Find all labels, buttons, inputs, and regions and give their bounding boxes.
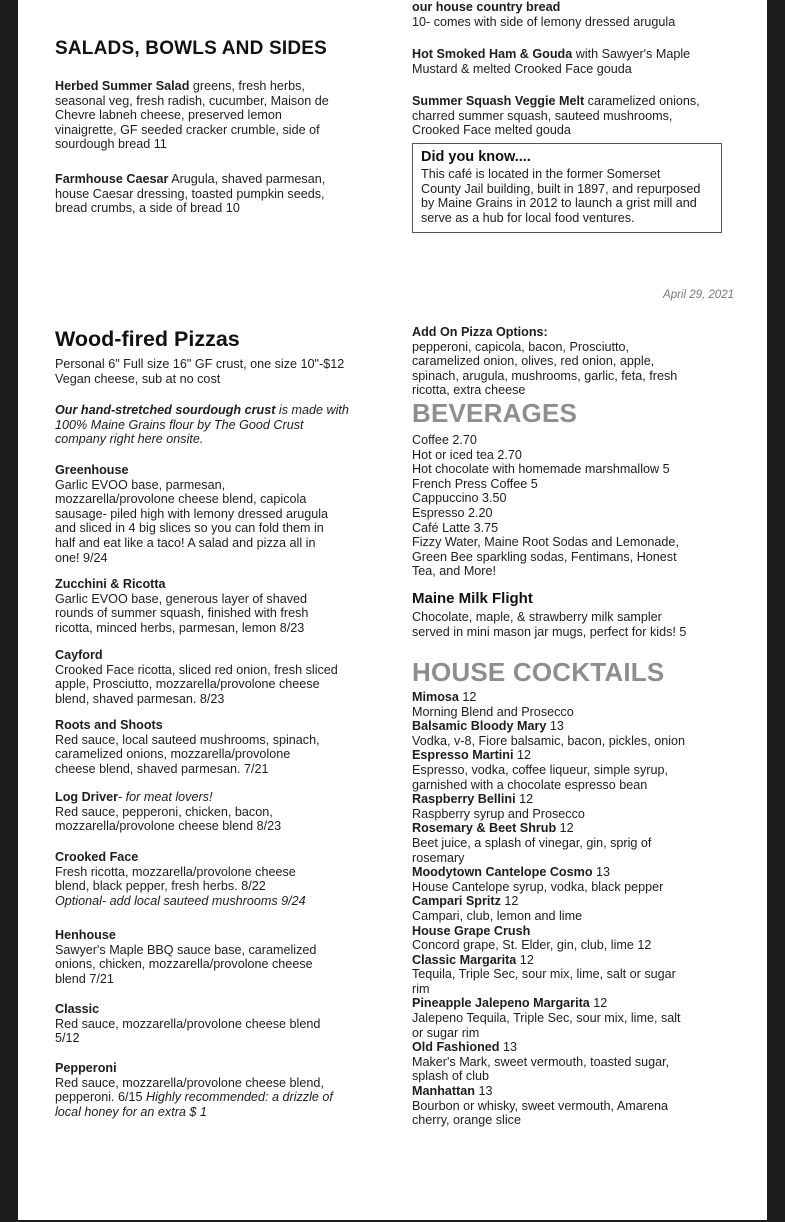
item-line: blend, shaved parmesan. 8/23 [55,691,225,706]
item-line: Sawyer's Maple BBQ sauce base, caramelized [55,942,317,957]
sandwich-partial-line: our house country bread [412,0,561,14]
item-desc: bread crumbs, a side of bread 10 [55,201,240,216]
item-name: Crooked Face [55,850,139,864]
item-line: mozzarella/provolone cheese blend 8/23 [55,819,282,834]
item-desc: charred summer squash, sauteed mushrooms, [412,108,673,123]
cocktail-name: Classic Margarita [412,952,517,967]
did-you-know-title: Did you know.... [421,149,531,165]
milk-flight-line: Chocolate, maple, & strawberry milk sampler [412,610,662,624]
pizza-item-zucchini [55,577,395,635]
cocktail-desc: rim [412,981,430,996]
item-line: cheese blend, shaved parmesan. 7/21 [55,761,269,776]
item-desc: house Caesar dressing, toasted pumpkin seeds, [55,186,325,201]
cocktail-desc: Concord grape, St. Elder, gin, club, lime 12 [412,938,652,953]
milk-flight-line: served in mini mason jar mugs, perfect for kids! 5 [412,624,687,639]
add-on-line: pepperoni, capicola, bacon, Prosciutto, [412,339,630,354]
item-line: Garlic EVOO base, generous layer of shaved [55,591,308,606]
menu-date: April 29, 2021 [663,289,734,301]
cocktail-desc: Espresso, vodka, coffee liqueur, simple syrup, [412,762,668,777]
cocktail-price: 13 [546,719,564,734]
beverage-line: Hot chocolate with homemade marshmallow 5 [412,462,670,477]
cocktail-price: 12 [513,748,531,763]
cocktail-desc: Tequila, Triple Sec, sour mix, lime, salt or sugar [412,967,676,982]
item-name: Log Driver [55,790,118,804]
cocktail-price: 12 [458,690,477,704]
item-name: Farmhouse Caesar [55,172,169,186]
beverage-line: Coffee 2.70 [412,433,477,447]
item-line: caramelized onions, mozzarella/provolone [55,747,291,762]
item-line: Red sauce, mozzarella/provolone cheese blend, [55,1075,324,1090]
item-line: apple, Prosciutto, mozzarella/provolone cheese [55,677,320,692]
cocktail-name: Pineapple Jalepeno Margarita [412,996,590,1011]
cocktail-name: Manhattan [412,1084,475,1099]
add-on-line: ricotta, extra cheese [412,383,526,398]
crust-line: 100% Maine Grains flour by The Good Crust [55,417,304,432]
beverage-line: Café Latte 3.75 [412,520,499,535]
crust-line: company right here onsite. [55,432,204,447]
item-option: Optional- add local sauteed mushrooms 9/24 [55,893,306,908]
pizza-item-greenhouse [55,463,395,565]
item-desc: seasonal veg, fresh radish, cucumber, Maison de [55,93,329,108]
cocktail-desc: or sugar rim [412,1025,480,1040]
crust-line: is made with [275,403,349,417]
sandwich-partial [412,0,742,29]
beverages-list [412,433,742,579]
cocktail-desc: Raspberry syrup and Prosecco [412,806,585,821]
menu-page [18,0,767,1220]
cocktail-desc: Jalepeno Tequila, Triple Sec, sour mix, lime, salt [412,1011,681,1026]
cocktail-desc: cherry, orange slice [412,1113,521,1128]
salad-item-caesar [55,172,395,216]
pizza-item-henhouse [55,928,395,986]
did-you-know-box [412,143,722,233]
cocktail-name: Mimosa [412,690,459,704]
cocktail-price: 13 [592,865,611,880]
sizes-line: Personal 6" Full size 16" GF crust, one size 10"-$12 [55,357,345,371]
cocktail-desc: rosemary [412,850,465,865]
item-desc: with Sawyer's Maple [572,47,691,61]
item-line: Crooked Face ricotta, sliced red onion, fresh sliced [55,662,338,677]
pizza-item-crooked-face [55,850,395,908]
cocktail-price: 13 [474,1084,493,1099]
cocktail-name: Espresso Martini [412,748,514,763]
milk-flight-title: Maine Milk Flight [412,590,533,607]
item-line: onions, chicken, mozzarella/provolone cheese [55,957,313,972]
did-you-know-line: This café is located in the former Somerset [421,167,661,181]
item-recommendation: local honey for an extra $ 1 [55,1104,207,1119]
pizza-item-cayford [55,648,395,706]
item-desc: Crooked Face melted gouda [412,123,571,138]
item-line: and sliced in 4 big slices so you can fold them in [55,521,324,536]
item-name: Classic [55,1002,100,1016]
cocktail-price: 12 [500,894,519,909]
cocktail-name: House Grape Crush [412,923,531,938]
item-line: Red sauce, local sauteed mushrooms, spinach, [55,732,320,747]
cocktail-desc: splash of club [412,1069,490,1084]
item-line: one! 9/24 [55,550,108,565]
item-name: Cayford [55,648,103,662]
item-name: Hot Smoked Ham & Gouda [412,47,573,61]
item-line: sausage- piled high with lemony dressed arugula [55,506,329,521]
cocktail-price: 12 [516,952,534,967]
item-line: ricotta, minced herbs, parmesan, lemon 8/23 [55,620,305,635]
item-name: Summer Squash Veggie Melt [412,94,585,108]
cocktail-desc: Bourbon or whisky, sweet vermouth, Amarena [412,1098,668,1113]
add-on-line: spinach, arugula, mushrooms, garlic, feta, fresh [412,368,678,383]
salads-heading: SALADS, BOWLS AND SIDES [55,38,328,59]
add-on-line: caramelized onion, olives, red onion, apple, [412,354,655,369]
sandwich-item-squash [412,94,742,138]
salad-item-herbed [55,79,395,152]
item-line: Red sauce, mozzarella/provolone cheese blend [55,1016,321,1031]
item-tagline: - for meat lovers! [117,790,213,804]
item-desc: Arugula, shaved parmesan, [168,172,326,186]
cocktail-desc: Beet juice, a splash of vinegar, gin, sprig of [412,835,652,850]
beverage-line: Espresso 2.20 [412,505,493,520]
item-desc: Mustard & melted Crooked Face gouda [412,61,632,76]
cocktail-desc: garnished with a chocolate espresso bean [412,777,648,792]
milk-flight-desc [412,610,742,639]
item-line: half and eat like a taco! A salad and pizza all in [55,535,316,550]
cocktail-name: Rosemary & Beet Shrub [412,821,557,836]
item-name: Roots and Shoots [55,718,163,732]
beverage-line: Cappuccino 3.50 [412,491,507,506]
cocktail-price: 12 [589,996,608,1011]
cocktail-name: Balsamic Bloody Mary [412,719,547,734]
beverage-line: Hot or iced tea 2.70 [412,447,522,462]
pizzas-heading: Wood-fired Pizzas [55,327,240,351]
crust-note [55,403,395,447]
cocktail-desc: Maker's Mark, sweet vermouth, toasted sugar, [412,1054,670,1069]
item-name: Henhouse [55,928,116,942]
item-desc: greens, fresh herbs, [189,79,305,93]
item-line: Garlic EVOO base, parmesan, [55,477,226,492]
cocktail-price: 12 [556,821,574,836]
cocktail-desc: Morning Blend and Prosecco [412,704,574,719]
pizza-item-pepperoni [55,1061,395,1119]
item-name: Pepperoni [55,1061,117,1075]
cocktails-list [412,690,742,1128]
cocktail-name: Old Fashioned [412,1040,500,1055]
item-name: Herbed Summer Salad [55,79,190,93]
beverage-line: Green Bee sparkling sodas, Fentimans, Honest [412,549,677,564]
cocktail-desc: Vodka, v-8, Fiore balsamic, bacon, pickles, onion [412,733,686,748]
item-desc: vinaigrette, GF seeded cracker crumble, side of [55,122,320,137]
crust-bold: Our hand-stretched sourdough crust [55,403,276,417]
pizza-item-classic [55,1002,395,1046]
cocktail-name: Moodytown Cantelope Cosmo [412,865,593,880]
item-line: rounds of summer squash, finished with fresh [55,606,309,621]
sandwich-partial-line: 10- comes with side of lemony dressed arugula [412,14,676,29]
pizza-sizes [55,357,395,386]
sandwich-item-ham [412,47,742,76]
item-line: blend 7/21 [55,971,114,986]
beverage-line: French Press Coffee 5 [412,476,538,491]
pizza-item-log-driver [55,790,395,834]
item-line: 5/12 [55,1031,80,1046]
item-line: Fresh ricotta, mozzarella/provolone cheese [55,864,296,879]
cocktail-desc: House Cantelope syrup, vodka, black pepper [412,879,664,894]
item-line: pepperoni. 6/15 [55,1090,147,1105]
cocktail-price: 13 [499,1040,517,1055]
item-desc: caramelized onions, [584,94,700,108]
did-you-know-line: serve as a hub for local food ventures. [421,210,635,225]
beverage-line: Fizzy Water, Maine Root Sodas and Lemonade, [412,535,679,550]
beverage-line: Tea, and More! [412,564,497,579]
item-desc: Chevre labneh cheese, preserved lemon [55,108,282,123]
add-on-options [412,325,742,398]
cocktail-desc: Campari, club, lemon and lime [412,908,583,923]
cocktail-name: Raspberry Bellini [412,792,516,807]
beverages-heading: BEVERAGES [412,398,578,428]
item-name: Zucchini & Ricotta [55,577,166,591]
cocktail-name: Campari Spritz [412,894,501,909]
item-line: Red sauce, pepperoni, chicken, bacon, [55,804,273,819]
item-recommendation: Highly recommended: a drizzle of [146,1090,333,1105]
cocktails-heading: HOUSE COCKTAILS [412,657,665,687]
item-desc: sourdough bread 11 [55,137,167,152]
cocktail-price: 12 [515,792,534,807]
did-you-know-line: by Maine Grains in 2012 to launch a grist mill and [421,196,697,211]
item-line: mozzarella/provolone cheese blend, capicola [55,492,307,507]
sizes-line: Vegan cheese, sub at no cost [55,371,221,386]
pizza-item-roots [55,718,395,776]
item-line: blend, black pepper, fresh herbs. 8/22 [55,879,266,894]
add-on-title: Add On Pizza Options: [412,325,548,339]
did-you-know-line: County Jail building, built in 1897, and repurposed [421,181,701,196]
item-name: Greenhouse [55,463,129,477]
